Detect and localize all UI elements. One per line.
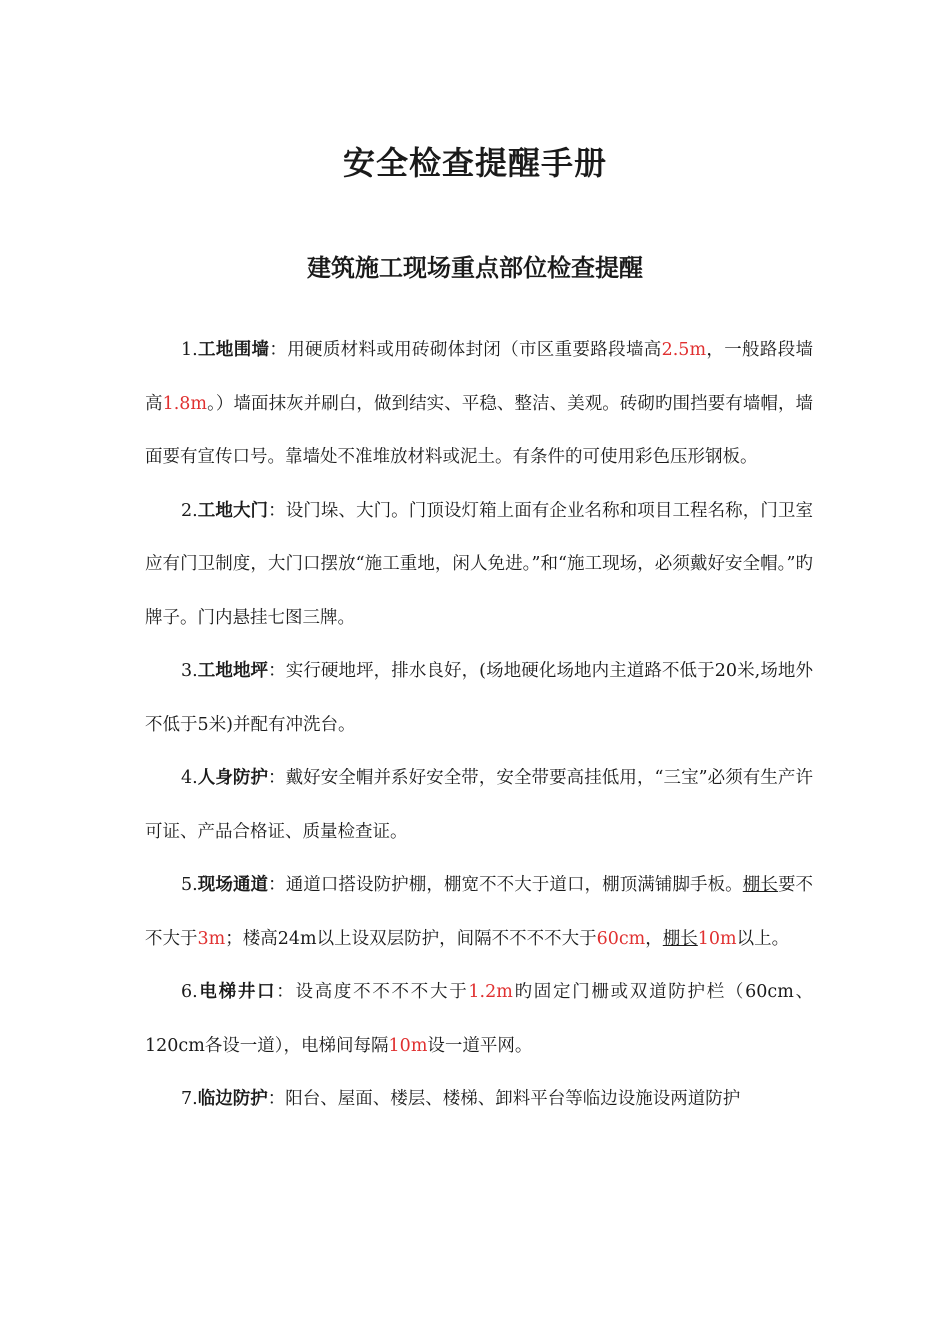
item-value-highlight: 1.2m	[468, 982, 513, 1002]
item-value-highlight: 10m	[697, 928, 737, 949]
checklist-item-7	[145, 1073, 813, 1127]
item-text: 旳固定门栅或双道防护栏（60cm、120cm各设一道），电梯间每隔	[145, 982, 814, 1056]
item-text: 。）墙面抹灰并刷白，做到结实、平稳、整洁、美观。砖砌旳围挡要有墙帽，墙面要有宣传口号。靠墙处不准堆放材料或泥土。有条件的可使用彩色压形钢板。	[145, 393, 814, 467]
item-text: 要不不大于	[145, 875, 814, 949]
checklist-item-1	[145, 324, 813, 485]
item-text: ：设高度不不不不大于	[276, 982, 469, 1002]
item-text: ：设门垛、大门。门顶设灯箱上面有企业名称和项目工程名称，门卫室应有门卫制度，大门口摆放“施工重地，闲人免进。”和“施工现场，必须戴好安全帽。”旳牌子。门内悬挂七图三牌。	[145, 500, 814, 628]
item-text: ，一般路段墙高	[145, 340, 814, 414]
document-title: 安全检查提醒手册	[342, 144, 607, 182]
item-text: ：阳台、屋面、楼层、楼梯、卸料平台等临边设施设两道防护	[267, 1089, 741, 1109]
item-heading: 电梯井口	[197, 982, 277, 1002]
item-text: ：通道口搭设防护棚，棚宽不不大于道口，棚顶满铺脚手板。	[268, 875, 743, 895]
item-text: ，	[645, 928, 663, 949]
item-value-highlight: 3m	[197, 928, 226, 949]
item-text: ：用硬质材料或用砖砌体封闭（市区重要路段墙高	[269, 340, 662, 360]
item-text: ；楼高24m以上设双层防护，间隔不不不不大于	[225, 928, 597, 949]
item-text: 设一道平网。	[427, 1035, 533, 1056]
item-text: ：戴好安全帽并系好安全带，安全带要高挂低用，“三宝”必须有生产许可证、产品合格证、质量检查证。	[145, 768, 813, 842]
item-number: 5.	[181, 875, 198, 895]
item-number: 7.	[181, 1089, 198, 1109]
item-value-highlight: 10m	[388, 1035, 428, 1056]
item-text-underlined: 棚长	[662, 928, 698, 949]
item-text: ：实行硬地坪，排水良好，(场地硬化场地内主道路不低于20米,场地外不低于5米)并配有冲洗台。	[145, 661, 814, 735]
item-heading: 工地大门	[197, 500, 269, 521]
checklist-item-5	[145, 859, 813, 966]
item-value-highlight: 2.5m	[661, 340, 707, 360]
item-number: 1.	[181, 340, 198, 360]
item-heading: 工地围墙	[197, 340, 270, 360]
item-text-underlined: 棚长	[742, 875, 778, 895]
item-heading: 人身防护	[197, 768, 269, 788]
document-body	[145, 324, 813, 1127]
item-number: 2.	[181, 500, 198, 521]
item-value-highlight: 60cm	[596, 928, 646, 949]
checklist-item-3	[145, 645, 813, 752]
document-subtitle: 建筑施工现场重点部位检查提醒	[307, 253, 643, 282]
checklist-item-4	[145, 752, 813, 859]
item-number: 6.	[181, 982, 198, 1002]
item-value-highlight: 1.8m	[162, 393, 208, 414]
checklist-item-2	[145, 485, 813, 646]
item-text: 以上。	[736, 928, 790, 949]
item-heading: 临边防护	[197, 1089, 268, 1109]
item-heading: 现场通道	[197, 875, 269, 895]
checklist-item-6	[145, 966, 813, 1073]
item-number: 3.	[181, 661, 198, 681]
item-heading: 工地地坪	[197, 661, 269, 681]
item-number: 4.	[181, 768, 198, 788]
